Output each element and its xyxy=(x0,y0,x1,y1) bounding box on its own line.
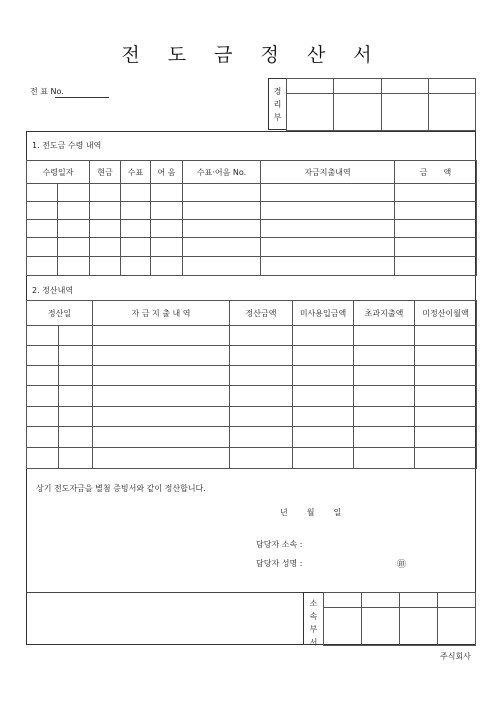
approval-label-cell xyxy=(268,78,287,130)
table-cell[interactable] xyxy=(261,238,395,257)
table-cell[interactable] xyxy=(183,238,261,257)
table-cell[interactable] xyxy=(293,448,354,469)
table-cell[interactable] xyxy=(230,386,293,407)
table-cell[interactable] xyxy=(59,407,93,427)
table-cell[interactable] xyxy=(293,386,354,407)
dept-label-cell xyxy=(303,592,324,645)
settlement-header-settled: 정산금액 xyxy=(230,301,293,326)
section1-heading: 1. 전도금 수령 내역 xyxy=(32,141,102,150)
receipt-header-bill: 어 음 xyxy=(151,161,183,184)
approval-label-2: 리 xyxy=(273,100,282,109)
table-cell[interactable] xyxy=(151,184,183,202)
table-cell[interactable] xyxy=(293,366,354,386)
table-cell[interactable] xyxy=(261,184,395,202)
receipt-header-amount: 금 액 xyxy=(395,161,477,184)
receipt-table xyxy=(26,160,477,276)
table-cell[interactable] xyxy=(151,202,183,220)
table-cell[interactable] xyxy=(58,257,90,276)
table-cell[interactable] xyxy=(293,346,354,366)
table-cell[interactable] xyxy=(415,427,477,448)
table-cell[interactable] xyxy=(395,220,477,238)
table-cell[interactable] xyxy=(27,220,58,238)
table-cell[interactable] xyxy=(93,448,230,469)
table-cell[interactable] xyxy=(59,346,93,366)
document-title: 전 도 금 정 산 서 xyxy=(121,44,383,66)
table-cell[interactable] xyxy=(90,238,121,257)
dept-label-3: 부 xyxy=(309,625,318,634)
table-cell[interactable] xyxy=(151,220,183,238)
table-cell[interactable] xyxy=(293,326,354,346)
table-cell[interactable] xyxy=(230,427,293,448)
table-cell[interactable] xyxy=(27,366,59,386)
seal-mark: ㊞ xyxy=(397,560,407,570)
settlement-header-excess: 초과지출액 xyxy=(354,301,415,326)
table-cell[interactable] xyxy=(415,407,477,427)
affiliation-label: 담당자 소속 : xyxy=(256,540,303,549)
table-cell[interactable] xyxy=(27,202,58,220)
table-cell[interactable] xyxy=(27,386,59,407)
approval-label-1: 경 xyxy=(273,87,282,96)
table-cell[interactable] xyxy=(183,257,261,276)
dept-sign-cell[interactable] xyxy=(362,608,400,646)
receipt-header-check-no: 수표·어음 No. xyxy=(183,161,261,184)
table-row xyxy=(27,326,477,346)
table-cell[interactable] xyxy=(93,326,230,346)
table-cell[interactable] xyxy=(93,427,230,448)
table-cell[interactable] xyxy=(183,220,261,238)
approval-table xyxy=(286,78,476,131)
table-cell[interactable] xyxy=(151,257,183,276)
table-cell[interactable] xyxy=(121,257,151,276)
table-cell[interactable] xyxy=(395,238,477,257)
table-cell[interactable] xyxy=(395,184,477,202)
receipt-header-cash: 현금 xyxy=(90,161,121,184)
table-cell[interactable] xyxy=(93,346,230,366)
table-cell[interactable] xyxy=(354,366,415,386)
table-cell[interactable] xyxy=(415,386,477,407)
table-cell[interactable] xyxy=(27,407,59,427)
table-cell[interactable] xyxy=(27,346,59,366)
date-line: 년 월 일 xyxy=(280,508,343,517)
receipt-header-expenditure: 자금지출내역 xyxy=(261,161,395,184)
approval-sign-cell[interactable] xyxy=(287,94,334,131)
settlement-statement: 상기 전도자금을 별첨 증빙서와 같이 정산합니다. xyxy=(36,484,206,493)
table-cell[interactable] xyxy=(230,326,293,346)
dept-label-4: 서 xyxy=(309,638,318,647)
table-cell[interactable] xyxy=(230,366,293,386)
table-cell[interactable] xyxy=(354,427,415,448)
table-cell[interactable] xyxy=(58,184,90,202)
table-row xyxy=(27,448,477,469)
receipt-header-check: 수표 xyxy=(121,161,151,184)
table-cell[interactable] xyxy=(415,366,477,386)
table-cell[interactable] xyxy=(354,326,415,346)
table-cell[interactable] xyxy=(230,448,293,469)
settlement-header-date: 정산일 xyxy=(27,301,93,326)
table-cell[interactable] xyxy=(90,220,121,238)
table-cell[interactable] xyxy=(354,407,415,427)
table-cell[interactable] xyxy=(93,366,230,386)
table-cell[interactable] xyxy=(90,257,121,276)
table-cell[interactable] xyxy=(261,257,395,276)
table-cell[interactable] xyxy=(395,202,477,220)
table-cell[interactable] xyxy=(415,346,477,366)
table-cell[interactable] xyxy=(93,386,230,407)
dept-label-2: 속 xyxy=(309,612,318,621)
table-cell[interactable] xyxy=(261,202,395,220)
approval-sign-cell[interactable] xyxy=(428,94,475,131)
slip-number-label: 전 표 No. xyxy=(30,87,64,96)
table-cell[interactable] xyxy=(293,407,354,427)
table-row xyxy=(27,202,477,220)
table-cell[interactable] xyxy=(58,202,90,220)
table-cell[interactable] xyxy=(354,386,415,407)
table-cell[interactable] xyxy=(27,427,59,448)
section2-heading: 2. 정산내역 xyxy=(32,286,74,295)
table-cell[interactable] xyxy=(121,184,151,202)
table-cell[interactable] xyxy=(183,202,261,220)
table-cell[interactable] xyxy=(121,238,151,257)
table-cell[interactable] xyxy=(27,257,58,276)
table-cell[interactable] xyxy=(27,448,59,469)
settlement-header-unused: 미사용입금액 xyxy=(293,301,354,326)
approval-sign-cell[interactable] xyxy=(381,94,428,131)
table-row xyxy=(27,407,477,427)
approval-header-cell[interactable] xyxy=(287,79,334,94)
table-cell[interactable] xyxy=(59,366,93,386)
settlement-header-carryover: 미정산이월액 xyxy=(415,301,477,326)
receipt-header-date: 수령일자 xyxy=(27,161,90,184)
dept-header-cell[interactable] xyxy=(438,593,476,608)
table-cell[interactable] xyxy=(59,427,93,448)
table-cell[interactable] xyxy=(59,448,93,469)
table-cell[interactable] xyxy=(183,184,261,202)
table-cell[interactable] xyxy=(90,184,121,202)
table-cell[interactable] xyxy=(354,346,415,366)
table-row xyxy=(27,220,477,238)
settlement-header-expenditure: 자 금 지 출 내 역 xyxy=(93,301,230,326)
approval-header-cell[interactable] xyxy=(381,79,428,94)
table-cell[interactable] xyxy=(93,407,230,427)
table-row xyxy=(27,184,477,202)
table-cell[interactable] xyxy=(121,202,151,220)
table-cell[interactable] xyxy=(230,407,293,427)
table-cell[interactable] xyxy=(121,220,151,238)
table-row xyxy=(27,366,477,386)
table-cell[interactable] xyxy=(230,346,293,366)
table-cell[interactable] xyxy=(395,257,477,276)
dept-sign-cell[interactable] xyxy=(438,608,476,646)
approval-header-cell[interactable] xyxy=(334,79,381,94)
table-cell[interactable] xyxy=(27,326,59,346)
table-cell[interactable] xyxy=(261,220,395,238)
dept-label-1: 소 xyxy=(309,599,318,608)
dept-header-cell[interactable] xyxy=(324,593,362,608)
table-cell[interactable] xyxy=(293,427,354,448)
table-cell[interactable] xyxy=(27,238,58,257)
slip-number-field[interactable] xyxy=(55,97,109,98)
table-row xyxy=(27,386,477,407)
name-label: 담당자 성명 : xyxy=(256,559,303,568)
approval-sign-cell[interactable] xyxy=(334,94,381,131)
table-cell[interactable] xyxy=(58,220,90,238)
table-cell[interactable] xyxy=(59,386,93,407)
table-cell[interactable] xyxy=(27,184,58,202)
table-row xyxy=(27,238,477,257)
table-cell[interactable] xyxy=(415,448,477,469)
table-row xyxy=(27,346,477,366)
table-row xyxy=(27,427,477,448)
table-cell[interactable] xyxy=(58,238,90,257)
table-cell[interactable] xyxy=(151,238,183,257)
dept-header-cell[interactable] xyxy=(362,593,400,608)
approval-label-3: 부 xyxy=(273,113,282,122)
dept-sign-cell[interactable] xyxy=(324,608,362,646)
table-cell[interactable] xyxy=(415,326,477,346)
table-cell[interactable] xyxy=(59,326,93,346)
dept-header-cell[interactable] xyxy=(400,593,438,608)
table-cell[interactable] xyxy=(90,202,121,220)
settlement-table xyxy=(26,300,477,469)
table-row xyxy=(27,257,477,276)
dept-sign-cell[interactable] xyxy=(400,608,438,646)
table-cell[interactable] xyxy=(354,448,415,469)
company-footer: 주식회사 xyxy=(440,652,471,661)
dept-table xyxy=(323,592,476,646)
approval-header-cell[interactable] xyxy=(428,79,475,94)
